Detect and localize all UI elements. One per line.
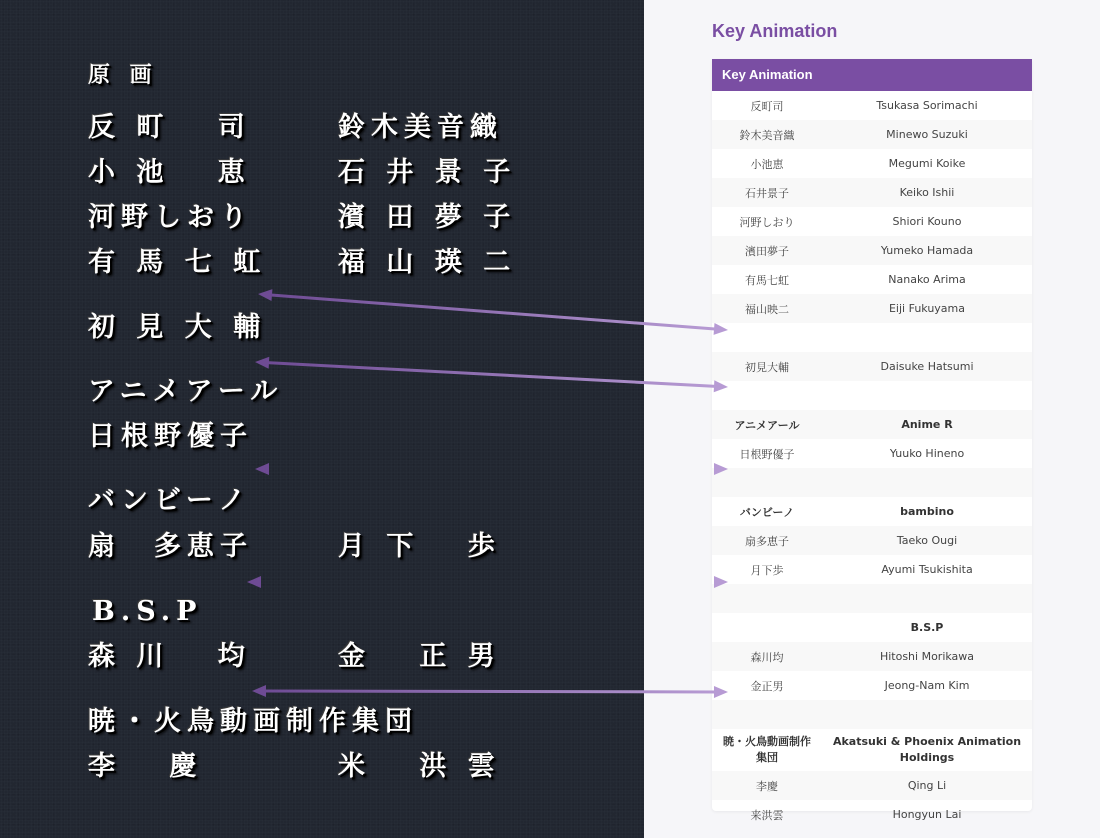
japanese-name-cell: 日根野優子 [739,447,795,461]
credit-name: 日根野優子 [88,421,253,452]
credit-name: 金 正 男 [338,641,501,672]
credit-name: 李 慶 [88,751,203,782]
romanized-name-cell: Daisuke Hatsumi [880,360,974,373]
credit-studio: B.S.P [92,596,203,627]
romanized-name-cell: Keiko Ishii [899,186,955,199]
romanized-name-cell: B.S.P [910,621,944,634]
credit-studio: 暁・火鳥動画制作集団 [88,706,418,737]
credit-name: 扇 多恵子 [88,531,253,562]
japanese-name-cell: 来洪雲 [750,808,784,822]
connector-arrow [252,685,728,698]
japanese-name-cell: 石井景子 [745,186,789,200]
credit-name: 反 町 司 [88,112,251,143]
romanized-name-cell: Qing Li [907,779,947,792]
japanese-name-cell: 李慶 [756,779,778,793]
credit-studio: バンビーノ [88,485,252,516]
romanized-name-cell: bambino [900,505,954,518]
japanese-name-cell: 金正男 [750,679,784,693]
romanized-name-cell: Eiji Fukuyama [888,302,966,315]
romanized-name-cell: Ayumi Tsukishita [881,563,973,576]
romanized-name-cell: Taeko Ougi [896,534,958,547]
romanized-name-cell: Megumi Koike [888,157,966,170]
romanized-name-cell: Akatsuki & Phoenix Animation Holdings [832,735,1022,764]
credit-name: 小 池 恵 [88,157,251,188]
japanese-name-cell: 濱田夢子 [745,244,789,258]
japanese-name-cell: 福山映二 [745,302,789,316]
connector-arrow [255,357,728,393]
japanese-name-cell: 扇多恵子 [745,534,789,548]
japanese-name-cell: バンビーノ [739,505,795,519]
romanized-name-cell: Hitoshi Morikawa [879,650,975,663]
credit-name: 石 井 景 子 [338,157,517,188]
credit-name: 森 川 均 [88,641,251,672]
credit-name: 河野しおり [88,202,253,233]
connector-arrow [255,463,728,475]
connector-arrow [247,576,728,588]
credit-name: 濱 田 夢 子 [338,202,517,233]
credit-name: 鈴木美音織 [338,112,503,143]
japanese-name-cell: 鈴木美音織 [739,128,795,142]
romanized-name-cell: Anime R [901,418,953,431]
romanized-name-cell: Yuuko Hineno [889,447,965,460]
credit-name: 月 下 歩 [338,531,501,562]
romanized-name-cell: Jeong-Nam Kim [884,679,970,692]
connector-arrow [258,289,728,335]
romanized-name-cell: Minewo Suzuki [886,128,968,141]
japanese-name-cell: 月下歩 [750,563,784,577]
japanese-name-cell: 初見大輔 [745,360,789,374]
japanese-name-cell: 小池恵 [750,157,784,171]
credit-name: 福 山 瑛 二 [338,247,517,278]
credit-name: 米 洪 雲 [338,751,501,782]
romanized-name-cell: Shiori Kouno [892,215,962,228]
japanese-name-cell: 反町司 [750,99,784,113]
table-header: Key Animation [712,59,1032,91]
japanese-name-cell: アニメアール [734,418,800,432]
romanized-name-cell: Yumeko Hamada [880,244,974,257]
romanized-name-cell: Nanako Arima [888,273,966,286]
japanese-name-cell: 河野しおり [739,215,795,229]
japanese-name-cell: 暁・火鳥動画制作集団 [723,735,811,764]
credit-studio: アニメアール [88,376,284,407]
japanese-name-cell: 森川均 [750,650,784,664]
romanized-name-cell: Tsukasa Sorimachi [876,99,978,112]
panel-title: Key Animation [712,21,838,41]
romanized-name-cell: Hongyun Lai [892,808,962,821]
credit-name: 有 馬 七 虹 [88,247,267,278]
japanese-name-cell: 有馬七虹 [745,273,789,287]
credits-heading: 原 画 [88,62,158,88]
credit-name: 初 見 大 輔 [88,312,267,343]
